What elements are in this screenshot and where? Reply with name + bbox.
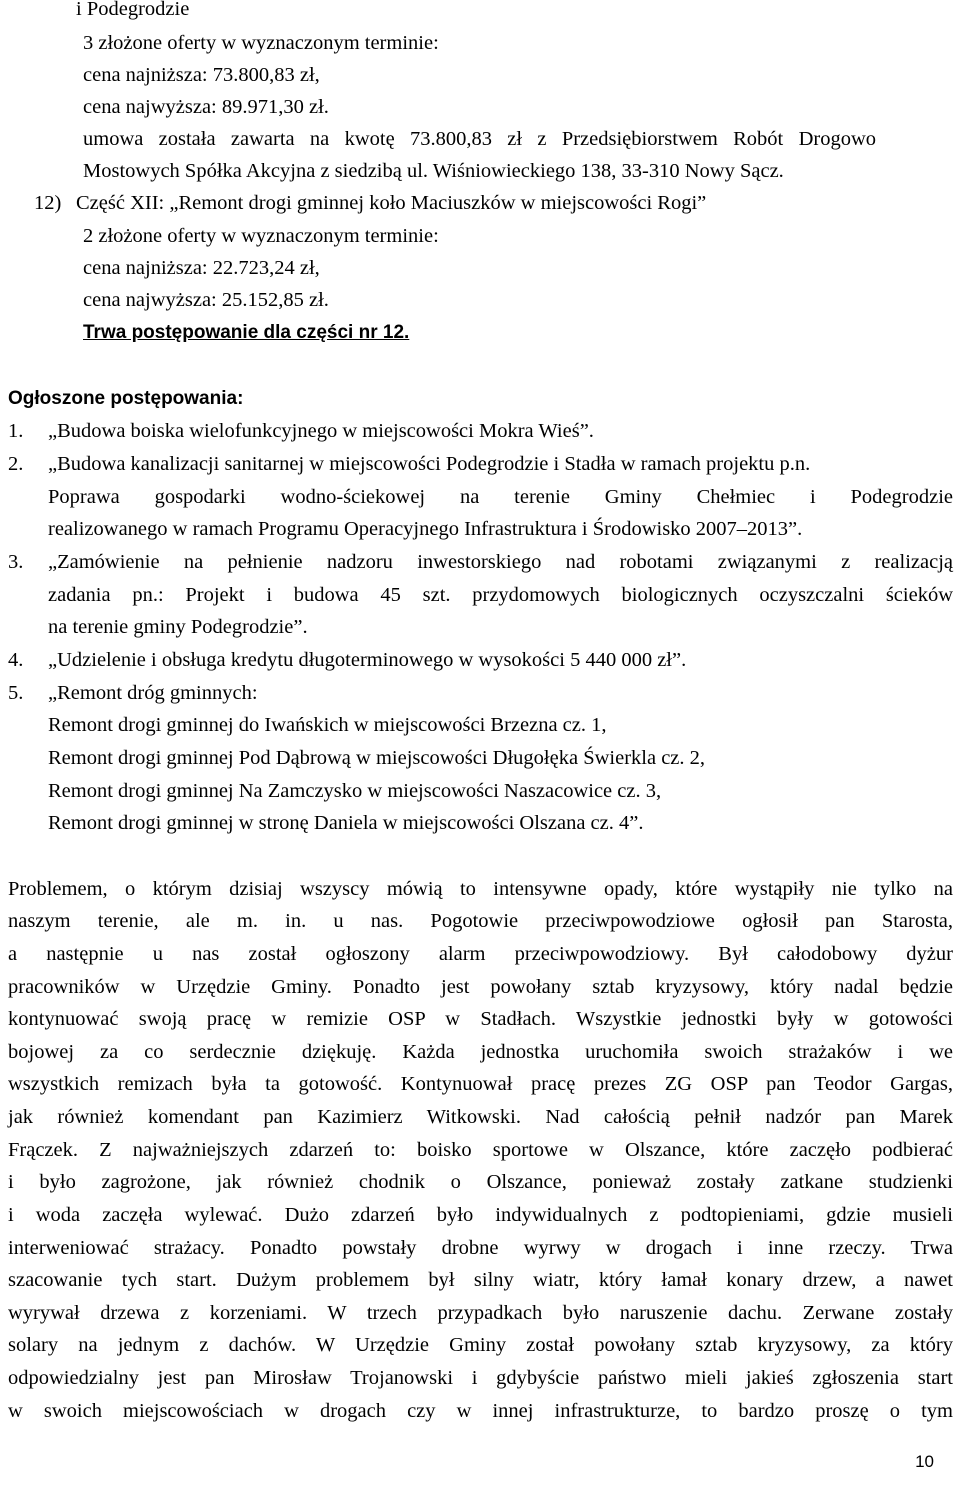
list-item: „Budowa kanalizacji sanitarnej w miejscowości Podegrodzie i Stadła w ramach projektu p.n. [48,453,811,475]
paragraph-line: i było zagrożone, jak również chodnik o Olszance, ponieważ zostały zatkane studzienki [8,1171,953,1193]
top-line: cena najwyższa: 89.971,30 zł. [83,96,329,118]
list-item-line: Remont drogi gminnej w stronę Daniela w miejscowości Olszana cz. 4”. [48,812,644,834]
item-line: cena najwyższa: 25.152,85 zł. [83,289,329,311]
page-number: 10 [915,1452,934,1471]
item-line: cena najniższa: 22.723,24 zł, [83,257,320,279]
item-line: 2 złożone oferty w wyznaczonym terminie: [83,225,439,247]
top-line: cena najniższa: 73.800,83 zł, [83,64,320,86]
list-item-line: Remont drogi gminnej Na Zamczysko w miejscowości Naszacowice cz. 3, [48,780,662,802]
paragraph-line: Problemem, o którym dzisiaj wszyscy mówią to intensywne opady, które wystąpiły nie tylko na [8,878,953,900]
announced-heading: Ogłoszone postępowania: [8,388,244,409]
top-line: umowa została zawarta na kwotę 73.800,83 zł z Przedsiębiorstwem Robót Drogowo [83,128,876,150]
list-number: 5. [8,682,24,704]
list-item: „Zamówienie na pełnienie nadzoru inwestorskiego nad robotami związanymi z realizacją [48,551,953,573]
top-line: i Podegrodzie [76,0,190,20]
list-item: „Budowa boiska wielofunkcyjnego w miejscowości Mokra Wieś”. [48,420,594,442]
paragraph-line: i woda zaczęła wylewać. Dużo zdarzeń było indywidualnych z podtopieniami, gdzie musieli [8,1204,953,1226]
item-status: Trwa postępowanie dla części nr 12. [83,322,410,343]
item-title: Część XII: „Remont drogi gminnej koło Maciuszków w miejscowości Rogi” [76,192,707,214]
list-item-line: Remont drogi gminnej Pod Dąbrową w miejscowości Długołęka Świerkla cz. 2, [48,747,706,769]
paragraph-line: kontynuować swoją pracę w remizie OSP w Stadłach. Wszystkie jednostki były w gotowości [8,1008,953,1030]
paragraph-line: szacowanie tych start. Dużym problemem był silny wiatr, który łamał konary drzew, a nawet [8,1269,953,1291]
list-item-line: Remont drogi gminnej do Iwańskich w miejscowości Brzezna cz. 1, [48,714,607,736]
paragraph-line: naszym terenie, ale m. in. u nas. Pogotowie przeciwpowodziowe ogłosił pan Starosta, [8,910,953,932]
paragraph-line: wszystkich remizach była ta gotowość. Kontynuował pracę prezes ZG OSP pan Teodor Gargas, [8,1073,953,1095]
top-line: 3 złożone oferty w wyznaczonym terminie: [83,32,439,54]
list-number: 4. [8,649,24,671]
list-item-line: realizowanego w ramach Programu Operacyjnego Infrastruktura i Środowisko 2007–2013”. [48,518,803,540]
list-item-line: Poprawa gospodarki wodno-ściekowej na terenie Gminy Chełmiec i Podegrodzie [48,486,953,508]
item-number: 12) [34,192,62,214]
list-item-line: zadania pn.: Projekt i budowa 45 szt. przydomowych biologicznych oczyszczalni ścieków [48,584,953,606]
top-line: Mostowych Spółka Akcyjna z siedzibą ul. Wiśniowieckiego 138, 33-310 Nowy Sącz. [83,160,784,182]
paragraph-line: solary na jednym z dachów. W Urzędzie Gminy został powołany sztab kryzysowy, za który [8,1334,953,1356]
paragraph-line: Frączek. Z najważniejszych zdarzeń to: boisko sportowe w Olszance, które zaczęło podbierać [8,1139,953,1161]
paragraph-line: odpowiedzialny jest pan Mirosław Trojanowski i gdybyście państwo mieli jakieś zgłoszenia start [8,1367,953,1389]
paragraph-line: jak również komendant pan Kazimierz Witkowski. Nad całością pełnił nadzór pan Marek [8,1106,953,1128]
list-number: 1. [8,420,24,442]
paragraph-line: bojowej za co serdecznie dziękuję. Każda jednostka uruchomiła swoich strażaków i we [8,1041,953,1063]
list-item-line: na terenie gminy Podegrodzie”. [48,616,308,638]
list-number: 2. [8,453,24,475]
paragraph-line: a następnie u nas został ogłoszony alarm przeciwpowodziowy. Był całodobowy dyżur [8,943,953,965]
paragraph-line: w swoich miejscowościach w drogach czy w innej infrastrukturze, to bardzo proszę o tym [8,1400,953,1422]
paragraph-line: wyrywał drzewa z korzeniami. W trzech przypadkach było naruszenie dachu. Zerwane zostały [8,1302,953,1324]
list-item: „Udzielenie i obsługa kredytu długoterminowego w wysokości 5 440 000 zł”. [48,649,687,671]
list-number: 3. [8,551,24,573]
list-item: „Remont dróg gminnych: [48,682,258,704]
paragraph-line: pracowników w Urzędzie Gminy. Ponadto jest powołany sztab kryzysowy, który nadal będzie [8,976,953,998]
paragraph-line: interweniować strażacy. Ponadto powstały drobne wyrwy w drogach i inne rzeczy. Trwa [8,1237,953,1259]
